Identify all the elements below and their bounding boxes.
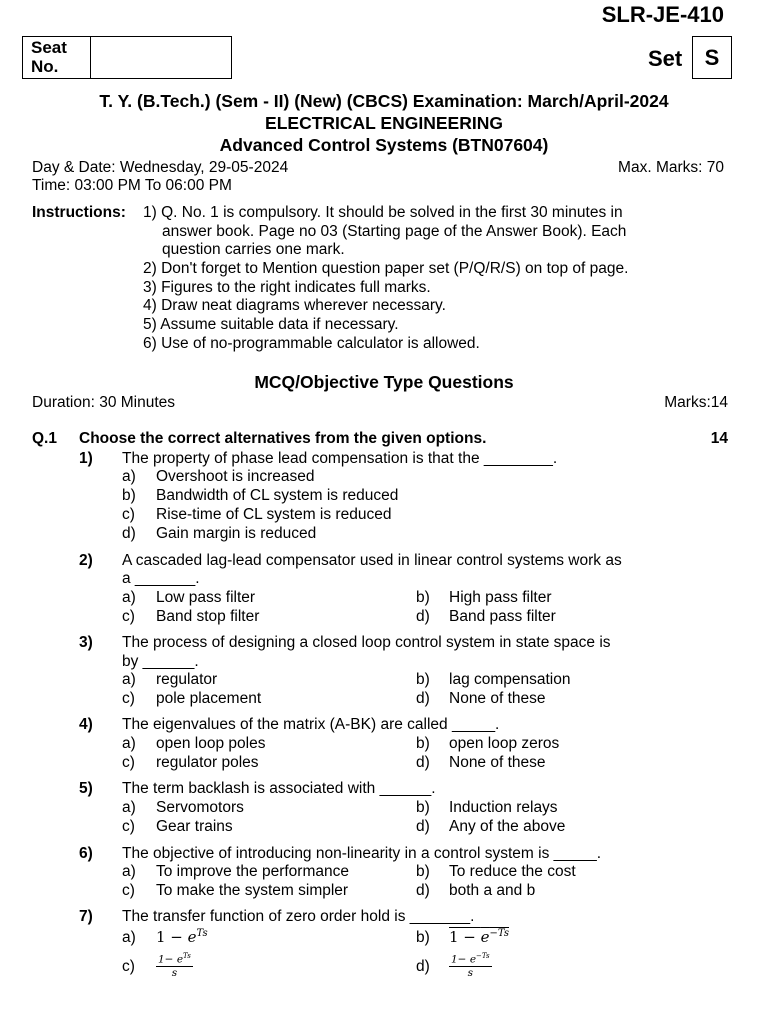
- option-text[interactable]: Servomotors: [156, 799, 244, 816]
- option-text[interactable]: open loop zeros: [449, 735, 560, 752]
- option-letter: c): [122, 608, 135, 625]
- instruction-1-cont2: question carries one mark.: [162, 241, 345, 258]
- question-text: The property of phase lead compensation is that the ________.: [122, 450, 558, 467]
- option-letter: d): [416, 818, 430, 835]
- seat-number-field[interactable]: [91, 37, 231, 78]
- option-letter: d): [416, 958, 430, 975]
- option-letter: a): [122, 929, 136, 946]
- instruction-3: 3) Figures to the right indicates full marks.: [143, 279, 431, 296]
- section-title: MCQ/Objective Type Questions: [254, 372, 514, 392]
- option-letter: d): [416, 882, 430, 899]
- question-text: The process of designing a closed loop control system in state space is: [122, 634, 611, 651]
- option-letter: c): [122, 818, 135, 835]
- exam-title: T. Y. (B.Tech.) (Sem - II) (New) (CBCS) Examination: March/April-2024: [99, 91, 669, 111]
- instruction-5: 5) Assume suitable data if necessary.: [143, 316, 399, 333]
- instruction-6: 6) Use of no-programmable calculator is allowed.: [143, 335, 480, 352]
- option-text[interactable]: High pass filter: [449, 589, 552, 606]
- question-number: 6): [79, 845, 93, 862]
- option-text[interactable]: regulator poles: [156, 754, 259, 771]
- option-letter: c): [122, 690, 135, 707]
- set-label: Set: [648, 46, 683, 71]
- instruction-1-cont: answer book. Page no 03 (Starting page of the Answer Book). Each: [162, 223, 627, 240]
- question-number: 7): [79, 908, 93, 925]
- question-text: The objective of introducing non-linearity in a control system is _____.: [122, 845, 602, 862]
- option-text[interactable]: Overshoot is increased: [156, 468, 315, 485]
- question-text: The transfer function of zero order hold is _______.: [122, 908, 475, 925]
- question-number: 3): [79, 634, 93, 651]
- option-formula[interactable]: $\frac{1- e^{-Ts}}{s}$: [451, 952, 490, 979]
- q1-number: Q.1: [32, 430, 57, 447]
- instructions-label: Instructions:: [32, 204, 126, 221]
- option-text[interactable]: Low pass filter: [156, 589, 256, 606]
- exam-time: Time: 03:00 PM To 06:00 PM: [32, 177, 232, 194]
- subject-title: Advanced Control Systems (BTN07604): [219, 135, 549, 155]
- option-text[interactable]: pole placement: [156, 690, 262, 707]
- option-letter: a): [122, 468, 136, 485]
- option-letter: b): [416, 671, 430, 688]
- option-text[interactable]: Induction relays: [449, 799, 558, 816]
- option-letter: b): [416, 929, 430, 946]
- option-text[interactable]: None of these: [449, 754, 546, 771]
- option-text[interactable]: To improve the performance: [156, 863, 349, 880]
- question-number: 4): [79, 716, 93, 733]
- option-formula[interactable]: $\frac{1- e^{Ts}}{s}$: [158, 952, 191, 979]
- option-text[interactable]: Bandwidth of CL system is reduced: [156, 487, 399, 504]
- q1-heading: Choose the correct alternatives from the given options.: [79, 430, 487, 447]
- option-text[interactable]: To make the system simpler: [156, 882, 349, 899]
- question-text: The term backlash is associated with ______.: [122, 780, 436, 797]
- option-text[interactable]: Gear trains: [156, 818, 233, 835]
- option-letter: d): [416, 608, 430, 625]
- option-text[interactable]: lag compensation: [449, 671, 571, 688]
- option-formula[interactable]: $1 - e^{Ts}$: [156, 928, 208, 946]
- instruction-1: 1) Q. No. 1 is compulsory. It should be solved in the first 30 minutes in: [143, 204, 623, 221]
- instruction-2: 2) Don't forget to Mention question paper set (P/Q/R/S) on top of page.: [143, 260, 629, 277]
- seat-number-box: [22, 36, 232, 79]
- q1-marks: 14: [710, 430, 728, 447]
- option-text[interactable]: Rise-time of CL system is reduced: [156, 506, 392, 523]
- option-text[interactable]: Gain margin is reduced: [156, 525, 317, 542]
- question-text-cont: a _______.: [122, 570, 200, 587]
- paper-code: SLR-JE-410: [601, 2, 724, 27]
- option-text[interactable]: open loop poles: [156, 735, 266, 752]
- question-number: 2): [79, 552, 93, 569]
- option-letter: b): [122, 487, 136, 504]
- option-formula[interactable]: $1 - e^{-Ts}$: [449, 928, 509, 946]
- option-letter: a): [122, 589, 136, 606]
- option-letter: c): [122, 506, 135, 523]
- option-letter: c): [122, 958, 135, 975]
- seat-label: Seat No.: [23, 37, 91, 78]
- branch-title: ELECTRICAL ENGINEERING: [265, 113, 503, 133]
- option-text[interactable]: both a and b: [449, 882, 536, 899]
- section-marks: Marks:14: [664, 394, 728, 411]
- set-value: S: [692, 36, 732, 79]
- day-date: Day & Date: Wednesday, 29-05-2024: [32, 159, 289, 176]
- question-text: A cascaded lag-lead compensator used in linear control systems work as: [122, 552, 622, 569]
- option-text[interactable]: Band stop filter: [156, 608, 260, 625]
- option-letter: d): [122, 525, 136, 542]
- option-letter: b): [416, 863, 430, 880]
- question-number: 1): [79, 450, 93, 467]
- option-text[interactable]: Any of the above: [449, 818, 566, 835]
- option-letter: b): [416, 799, 430, 816]
- option-letter: d): [416, 690, 430, 707]
- question-text-cont: by ______.: [122, 653, 199, 670]
- section-duration: Duration: 30 Minutes: [32, 394, 176, 411]
- option-text[interactable]: Band pass filter: [449, 608, 556, 625]
- option-letter: b): [416, 735, 430, 752]
- option-letter: a): [122, 863, 136, 880]
- option-text[interactable]: To reduce the cost: [449, 863, 576, 880]
- option-letter: a): [122, 799, 136, 816]
- instruction-4: 4) Draw neat diagrams wherever necessary.: [143, 297, 446, 314]
- option-letter: c): [122, 882, 135, 899]
- option-letter: c): [122, 754, 135, 771]
- option-text[interactable]: regulator: [156, 671, 218, 688]
- question-number: 5): [79, 780, 93, 797]
- option-letter: b): [416, 589, 430, 606]
- option-text[interactable]: None of these: [449, 690, 546, 707]
- option-letter: a): [122, 671, 136, 688]
- max-marks: Max. Marks: 70: [618, 159, 724, 176]
- option-letter: d): [416, 754, 430, 771]
- question-text: The eigenvalues of the matrix (A-BK) are called _____.: [122, 716, 500, 733]
- option-letter: a): [122, 735, 136, 752]
